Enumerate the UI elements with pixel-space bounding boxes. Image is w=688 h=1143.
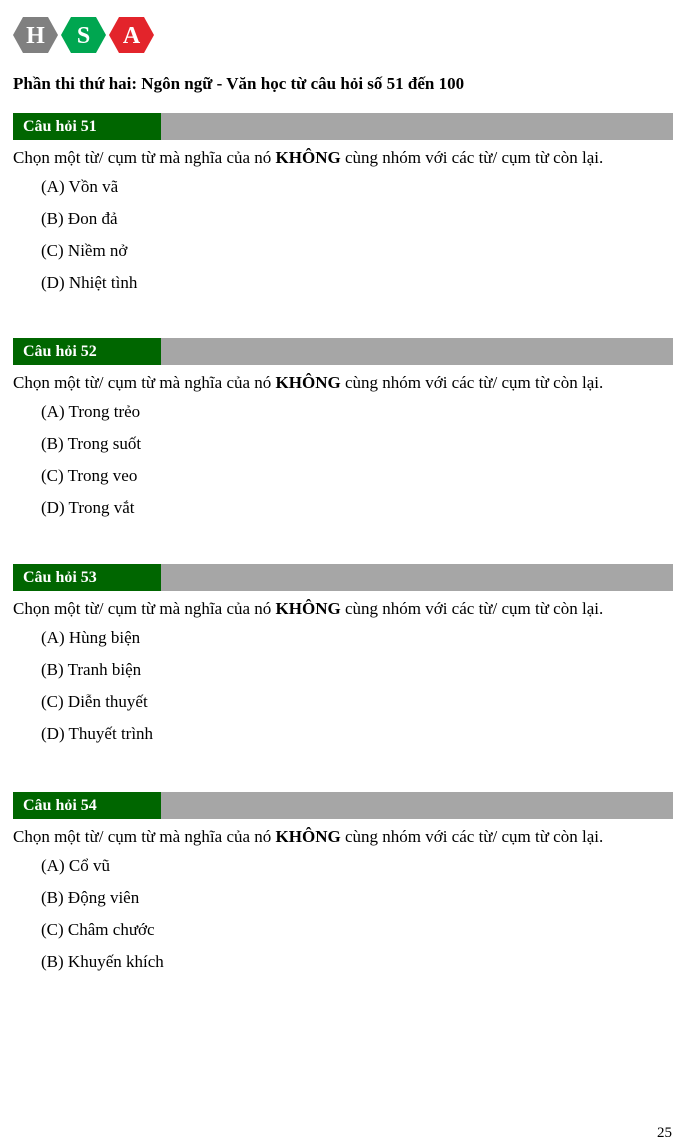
answer-option[interactable]: (C) Trong veo xyxy=(41,466,138,485)
logo-letter-h: H xyxy=(26,23,45,49)
logo-letter-s: S xyxy=(76,23,91,49)
answer-option[interactable]: (A) Trong trẻo xyxy=(41,402,141,421)
answer-options xyxy=(13,177,673,305)
question-header xyxy=(13,338,673,365)
answer-option[interactable]: (A) Vồn vã xyxy=(41,177,119,196)
answer-option[interactable]: (A) Hùng biện xyxy=(41,628,141,647)
section-title: Phần thi thứ hai: Ngôn ngữ - Văn học từ câu hỏi số 51 đến 100 xyxy=(13,74,465,93)
answer-option[interactable]: (A) Cổ vũ xyxy=(41,856,110,875)
question-header xyxy=(13,113,673,140)
logo-letter-a: A xyxy=(122,23,141,49)
question-header xyxy=(13,792,673,819)
question-label: Câu hỏi 52 xyxy=(13,338,161,365)
question-prompt: Chọn một từ/ cụm từ mà nghĩa của nó KHÔNG cùng nhóm với các từ/ cụm từ còn lại. xyxy=(13,827,604,846)
hsa-logo xyxy=(13,14,158,56)
answer-option[interactable]: (D) Nhiệt tình xyxy=(41,273,138,292)
question-block xyxy=(13,113,673,305)
answer-options xyxy=(13,856,673,984)
question-prompt: Chọn một từ/ cụm từ mà nghĩa của nó KHÔNG cùng nhóm với các từ/ cụm từ còn lại. xyxy=(13,148,604,167)
answer-option[interactable]: (B) Trong suốt xyxy=(41,434,142,453)
answer-options xyxy=(13,628,673,756)
answer-option[interactable]: (C) Châm chước xyxy=(41,920,155,939)
page-number: 25 xyxy=(657,1125,672,1141)
answer-option[interactable]: (B) Động viên xyxy=(41,888,140,907)
answer-option[interactable]: (C) Diễn thuyết xyxy=(41,692,148,711)
answer-option[interactable]: (D) Thuyết trình xyxy=(41,724,154,743)
question-prompt: Chọn một từ/ cụm từ mà nghĩa của nó KHÔNG cùng nhóm với các từ/ cụm từ còn lại. xyxy=(13,599,604,618)
question-label: Câu hỏi 51 xyxy=(13,113,161,140)
question-label: Câu hỏi 54 xyxy=(13,792,161,819)
question-block xyxy=(13,338,673,530)
question-block xyxy=(13,564,673,756)
question-block xyxy=(13,792,673,984)
question-label: Câu hỏi 53 xyxy=(13,564,161,591)
question-prompt: Chọn một từ/ cụm từ mà nghĩa của nó KHÔNG cùng nhóm với các từ/ cụm từ còn lại. xyxy=(13,373,604,392)
answer-option[interactable]: (B) Tranh biện xyxy=(41,660,142,679)
answer-option[interactable]: (D) Trong vắt xyxy=(41,498,135,517)
answer-option[interactable]: (B) Khuyến khích xyxy=(41,952,164,971)
answer-option[interactable]: (B) Đon đả xyxy=(41,209,118,228)
question-header xyxy=(13,564,673,591)
answer-options xyxy=(13,402,673,530)
answer-option[interactable]: (C) Niềm nở xyxy=(41,241,128,260)
